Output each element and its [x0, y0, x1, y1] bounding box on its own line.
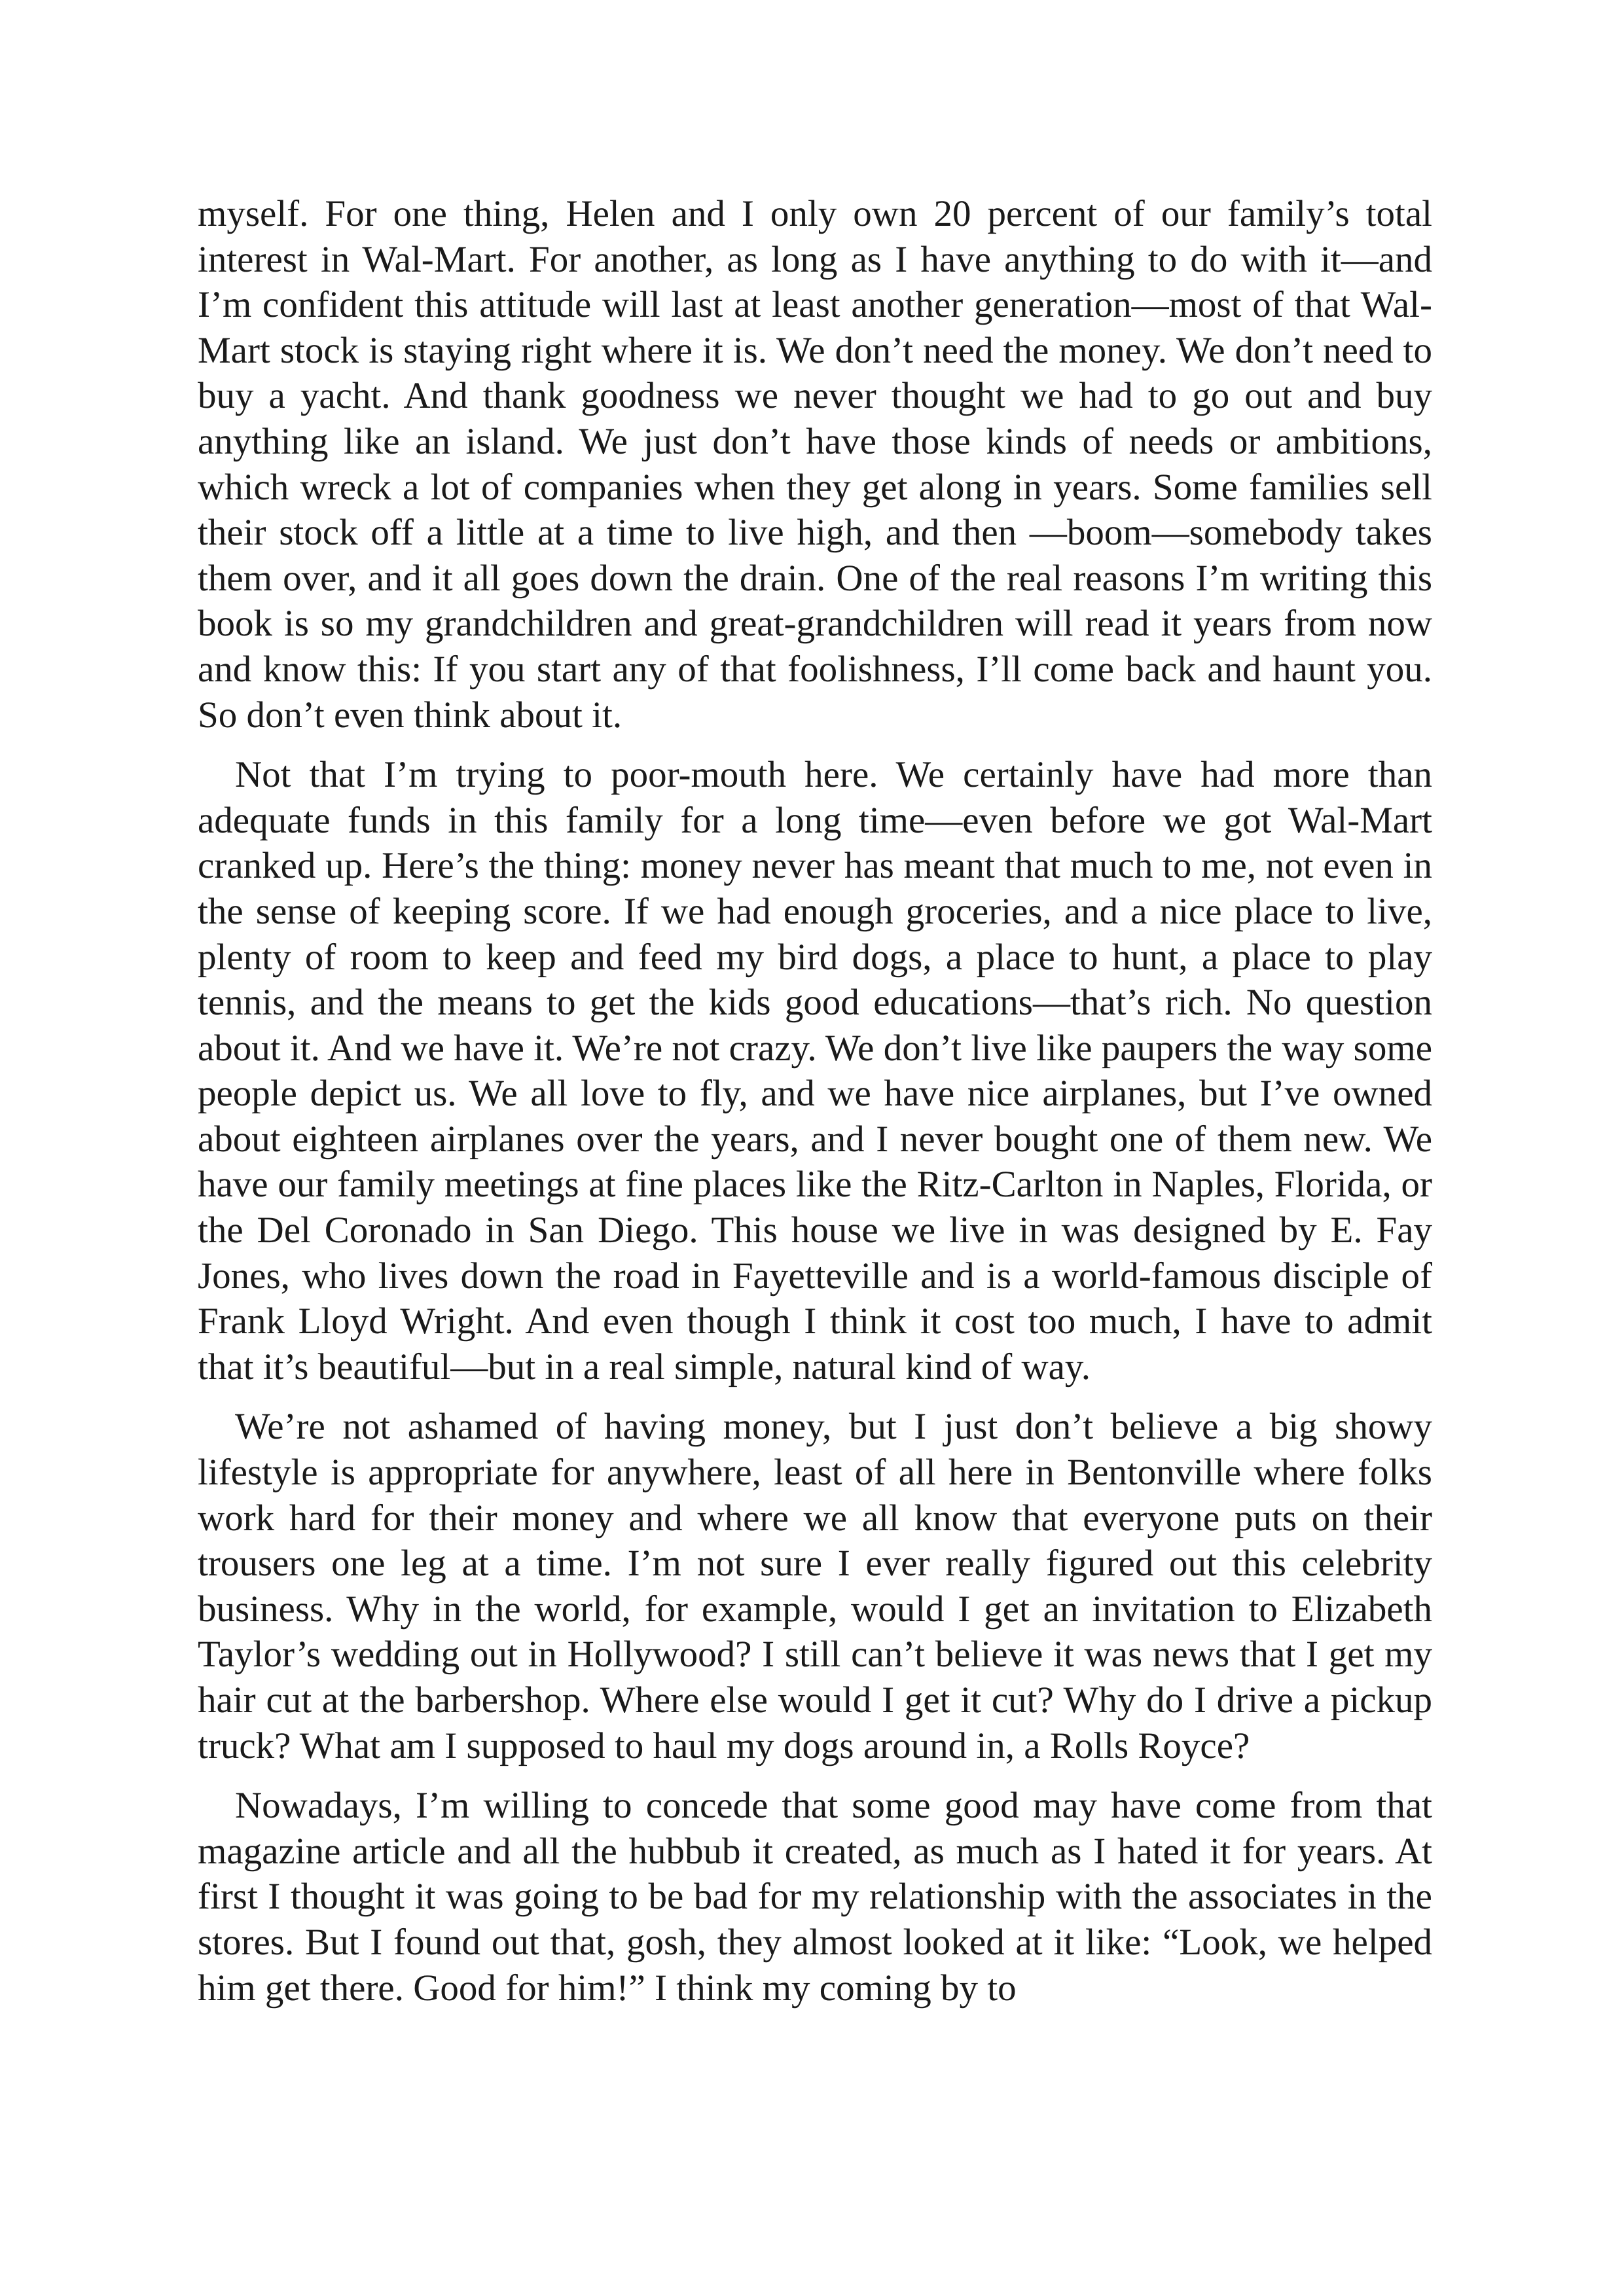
- paragraph-1: myself. For one thing, Helen and I only own 20 percent of our family’s total interest in Wal-Mart. For another, as long as I have anything to do with it—and I’m confident this attitude will last at least another generation—most of that Wal-Mart stock is staying right where it is. We don’t need the money. We don’t need to buy a yacht. And thank goodness we never thought we had to go out and buy anything like an island. We just don’t have those kinds of needs or ambitions, which wreck a lot of companies when they get along in years. Some families sell their stock off a little at a time to live high, and then —boom—somebody takes them over, and it all goes down the drain. One of the real reasons I’m writing this book is so my grandchildren and great-grandchildren will read it years from now and know this: If you start any of that foolishness, I’ll come back and haunt you. So don’t even think about it.: [198, 193, 1432, 736]
- body-text: [198, 191, 1432, 2011]
- paragraph-3: We’re not ashamed of having money, but I just don’t believe a big showy lifestyle is appropriate for anywhere, least of all here in Bentonville where folks work hard for their money and where we all know that everyone puts on their trousers one leg at a time. I’m not sure I ever really figured out this celebrity business. Why in the world, for example, would I get an invitation to Elizabeth Taylor’s wedding out in Hollywood? I still can’t believe it was news that I get my hair cut at the barbershop. Where else would I get it cut? Why do I drive a pickup truck? What am I supposed to haul my dogs around in, a Rolls Royce?: [198, 1406, 1432, 1767]
- paragraph-4: Nowadays, I’m willing to concede that some good may have come from that magazine article and all the hubbub it created, as much as I hated it for years. At first I thought it was going to be bad for my relationship with the associates in the stores. But I found out that, gosh, they almost looked at it like: “Look, we helped him get there. Good for him!” I think my coming by to: [198, 1785, 1432, 2009]
- paragraph-2: Not that I’m trying to poor-mouth here. We certainly have had more than adequate funds in this family for a long time—even before we got Wal-Mart cranked up. Here’s the thing: money never has meant that much to me, not even in the sense of keeping score. If we had enough groceries, and a nice place to live, plenty of room to keep and feed my bird dogs, a place to hunt, a place to play tennis, and the means to get the kids good educations—that’s rich. No question about it. And we have it. We’re not crazy. We don’t live like paupers the way some people depict us. We all love to fly, and we have nice airplanes, but I’ve owned about eighteen airplanes over the years, and I never bought one of them new. We have our family meetings at fine places like the Ritz-Carlton in Naples, Florida, or the Del Coronado in San Diego. This house we live in was designed by E. Fay Jones, who lives down the road in Fayetteville and is a world-famous disciple of Frank Lloyd Wright. And even though I think it cost too much, I have to admit that it’s beautiful—but in a real simple, natural kind of way.: [198, 754, 1432, 1388]
